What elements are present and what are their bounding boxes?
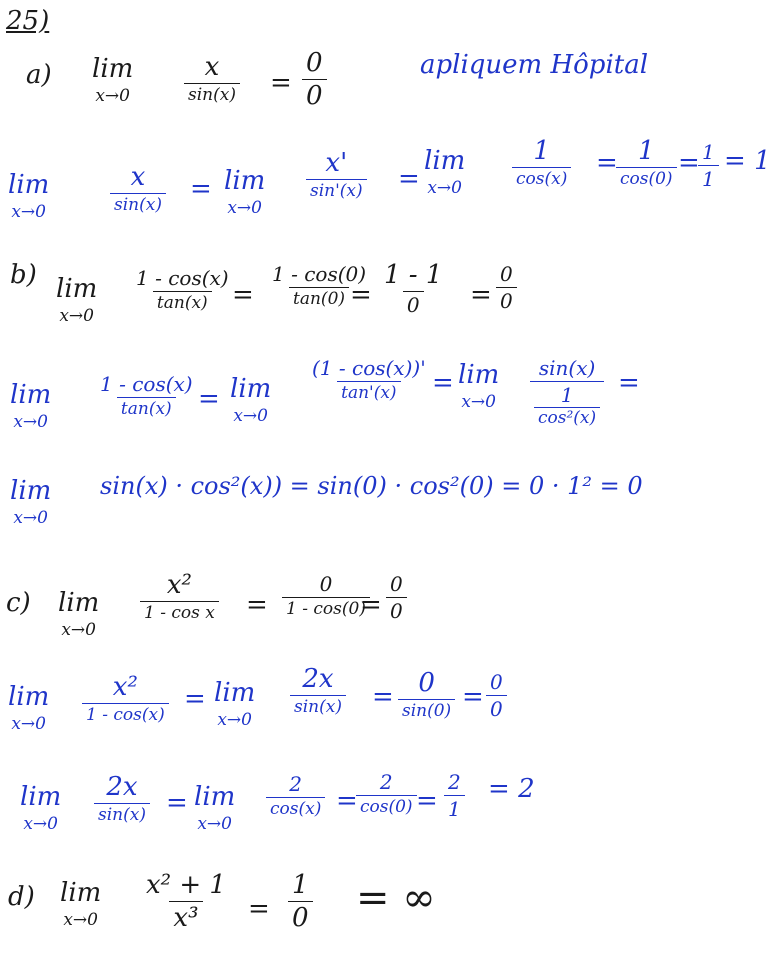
part-d-result: = ∞ <box>356 875 436 921</box>
part-a-line2-limit-3 <box>424 148 465 197</box>
part-c-line3-limit-1 <box>20 784 61 833</box>
part-a-result: = 1 <box>724 146 771 176</box>
part-c-line2-limit-1 <box>8 684 49 733</box>
denominator: 0 <box>288 901 313 931</box>
denominator: 0 <box>486 695 507 719</box>
part-a-line2-fraction-3 <box>512 138 571 188</box>
equals-sign: = <box>190 174 212 204</box>
equals-sign: = <box>336 786 358 816</box>
part-c-line3-fraction-2 <box>266 774 325 818</box>
part-a-line2-fraction-1 <box>110 164 166 214</box>
equals-sign: = <box>462 682 484 712</box>
numerator: 0 <box>390 572 403 596</box>
numerator: 1 <box>702 140 715 164</box>
lim-word: lim <box>8 682 50 712</box>
equals-sign: = <box>470 280 492 310</box>
lim-word: lim <box>20 782 62 812</box>
lim-subscript: x→0 <box>217 710 252 730</box>
numerator: 1 <box>292 870 309 900</box>
denominator: 0 <box>403 291 424 315</box>
numerator: 2 <box>379 770 393 794</box>
denominator: sin(x) <box>94 803 150 824</box>
part-d-fraction-2 <box>288 872 313 931</box>
denominator: sin(x) <box>184 83 240 104</box>
part-b-fraction-4 <box>496 264 517 311</box>
denominator: cos(0) <box>616 167 677 188</box>
lim-word: lim <box>224 166 266 196</box>
part-c-line2-fraction-4 <box>486 672 507 719</box>
lim-word: lim <box>56 274 98 304</box>
part-a-line2-limit-1 <box>8 172 49 221</box>
numerator: x' <box>325 148 348 178</box>
denominator: sin'(x) <box>306 179 367 200</box>
equals-sign: = <box>416 786 438 816</box>
part-a-line2-fraction-4 <box>616 138 677 188</box>
numerator: 1 - cos(0) <box>272 262 367 286</box>
part-b-line3-limit <box>10 478 51 527</box>
part-a-fraction-2 <box>302 50 327 109</box>
numerator: 0 <box>319 572 333 596</box>
denominator: tan(x) <box>117 397 176 418</box>
numerator: x <box>204 52 220 82</box>
part-c-line3-fraction-4 <box>444 772 465 819</box>
equals-sign: = <box>372 682 394 712</box>
part-a-fraction-1 <box>184 54 240 104</box>
lim-subscript: x→0 <box>427 178 462 198</box>
denominator: cos(0) <box>356 795 417 816</box>
inner-numerator: 1 <box>560 383 574 407</box>
part-c-line2-fraction-1 <box>82 674 169 724</box>
equals-sign: = <box>596 148 618 178</box>
part-c-fraction-3 <box>386 574 407 621</box>
numerator: 0 <box>500 262 513 286</box>
numerator: x² <box>112 672 138 702</box>
denominator: 1 - cos x <box>140 601 219 622</box>
lim-word: lim <box>424 146 466 176</box>
lim-subscript: x→0 <box>63 910 98 930</box>
equals-sign: = <box>246 590 268 620</box>
lim-subscript: x→0 <box>227 198 262 218</box>
equals-sign: = <box>398 164 420 194</box>
part-c-label: c) <box>6 588 31 618</box>
part-c-result: = 2 <box>488 774 535 804</box>
result-value: 2 <box>518 774 535 804</box>
part-c-line2-fraction-3 <box>398 670 455 720</box>
hopital-note: apliquem Hôpital <box>420 50 649 80</box>
part-c-line3-fraction-1 <box>94 774 150 824</box>
part-d-fraction-1 <box>142 872 230 931</box>
lim-word: lim <box>458 360 500 390</box>
equals-sign: = <box>198 384 220 414</box>
numerator: 2 <box>289 772 303 796</box>
numerator: 2x <box>302 664 334 694</box>
denominator: tan'(x) <box>337 381 400 402</box>
part-c-line3-fraction-3 <box>356 772 417 816</box>
result-value: 1 <box>754 146 771 176</box>
numerator: (1 - cos(x))' <box>312 356 426 380</box>
part-a-limit <box>92 56 133 105</box>
part-b-line2-limit-2 <box>230 376 271 425</box>
lim-word: lim <box>60 878 102 908</box>
lim-subscript: x→0 <box>59 306 94 326</box>
equals-sign: = <box>248 894 270 924</box>
lim-subscript: x→0 <box>233 406 268 426</box>
numerator: 1 - 1 <box>384 260 443 290</box>
part-a-label: a) <box>26 60 52 90</box>
numerator: x² + 1 <box>146 870 226 900</box>
denominator: x³ <box>169 901 202 931</box>
numerator: 0 <box>490 670 503 694</box>
lim-subscript: x→0 <box>11 202 46 222</box>
part-b-label: b) <box>10 260 37 290</box>
equals-sign: = <box>360 590 382 620</box>
infinity-symbol: ∞ <box>402 875 436 921</box>
lim-word: lim <box>194 782 236 812</box>
denominator: 1 - cos(0) <box>282 597 370 618</box>
inner-denominator: cos²(x) <box>534 407 600 427</box>
equals-sign: = <box>232 280 254 310</box>
compound-denominator <box>530 381 604 427</box>
part-c-limit <box>58 590 99 639</box>
numerator: 1 - cos(x) <box>100 372 193 396</box>
lim-subscript: x→0 <box>95 86 130 106</box>
denominator: 0 <box>496 287 517 311</box>
part-a-line2-fraction-2 <box>306 150 367 200</box>
lim-word: lim <box>10 380 52 410</box>
numerator: 1 <box>638 136 655 166</box>
part-c-line2-limit-2 <box>214 680 255 729</box>
lim-subscript: x→0 <box>23 814 58 834</box>
denominator: 0 <box>386 597 407 621</box>
denominator: 0 <box>302 79 327 109</box>
part-b-line2-fraction-2 <box>308 358 430 402</box>
equals-sign: = <box>270 68 292 98</box>
lim-word: lim <box>8 170 50 200</box>
part-b-line2-limit-3 <box>458 362 499 411</box>
part-a-line2-limit-2 <box>224 168 265 217</box>
denominator: cos(x) <box>266 797 325 818</box>
problem-number: 25) <box>6 6 50 36</box>
equals-sign: = <box>432 368 454 398</box>
equals-sign: = <box>678 148 700 178</box>
part-c-fraction-1 <box>140 572 219 622</box>
part-b-fraction-1 <box>132 268 233 312</box>
part-b-line2-fraction-3 <box>530 358 604 427</box>
equals-sign: = <box>166 788 188 818</box>
numerator: 2 <box>448 770 461 794</box>
lim-word: lim <box>214 678 256 708</box>
lim-word: lim <box>10 476 52 506</box>
numerator: 1 <box>533 136 550 166</box>
part-c-line2-fraction-2 <box>290 666 346 716</box>
lim-word: lim <box>58 588 100 618</box>
lim-subscript: x→0 <box>61 620 96 640</box>
numerator: 1 - cos(x) <box>136 266 229 290</box>
denominator: tan(0) <box>289 287 349 308</box>
numerator: 2x <box>106 772 138 802</box>
lim-subscript: x→0 <box>13 412 48 432</box>
part-a-line2-fraction-5 <box>698 142 719 189</box>
denominator: cos(x) <box>512 167 571 188</box>
part-b-line3-expression: sin(x) · cos²(x)) = sin(0) · cos²(0) = 0 · 1² = 0 <box>100 472 643 500</box>
lim-subscript: x→0 <box>197 814 232 834</box>
denominator: tan(x) <box>153 291 212 312</box>
numerator: 0 <box>418 668 435 698</box>
part-c-fraction-2 <box>282 574 370 618</box>
denominator: sin(x) <box>110 193 166 214</box>
numerator: 0 <box>306 48 323 78</box>
part-b-fraction-3 <box>380 262 446 315</box>
denominator: sin(0) <box>398 699 455 720</box>
denominator: 1 - cos(x) <box>82 703 169 724</box>
lim-subscript: x→0 <box>13 508 48 528</box>
part-b-line2-fraction-1 <box>96 374 197 418</box>
denominator: sin(x) <box>290 695 346 716</box>
lim-subscript: x→0 <box>11 714 46 734</box>
numerator: sin(x) <box>538 356 596 380</box>
equals-sign: = <box>618 368 640 398</box>
lim-subscript: x→0 <box>461 392 496 412</box>
part-d-limit <box>60 880 101 929</box>
equals-sign: = <box>184 684 206 714</box>
part-b-limit <box>56 276 97 325</box>
numerator: x² <box>166 570 192 600</box>
part-d-label: d) <box>8 882 35 912</box>
part-b-line2-limit-1 <box>10 382 51 431</box>
numerator: x <box>130 162 146 192</box>
denominator: 1 <box>698 165 719 189</box>
lim-word: lim <box>92 54 134 84</box>
part-c-line3-limit-2 <box>194 784 235 833</box>
equals-sign: = <box>350 280 372 310</box>
denominator: 1 <box>444 795 465 819</box>
lim-word: lim <box>230 374 272 404</box>
